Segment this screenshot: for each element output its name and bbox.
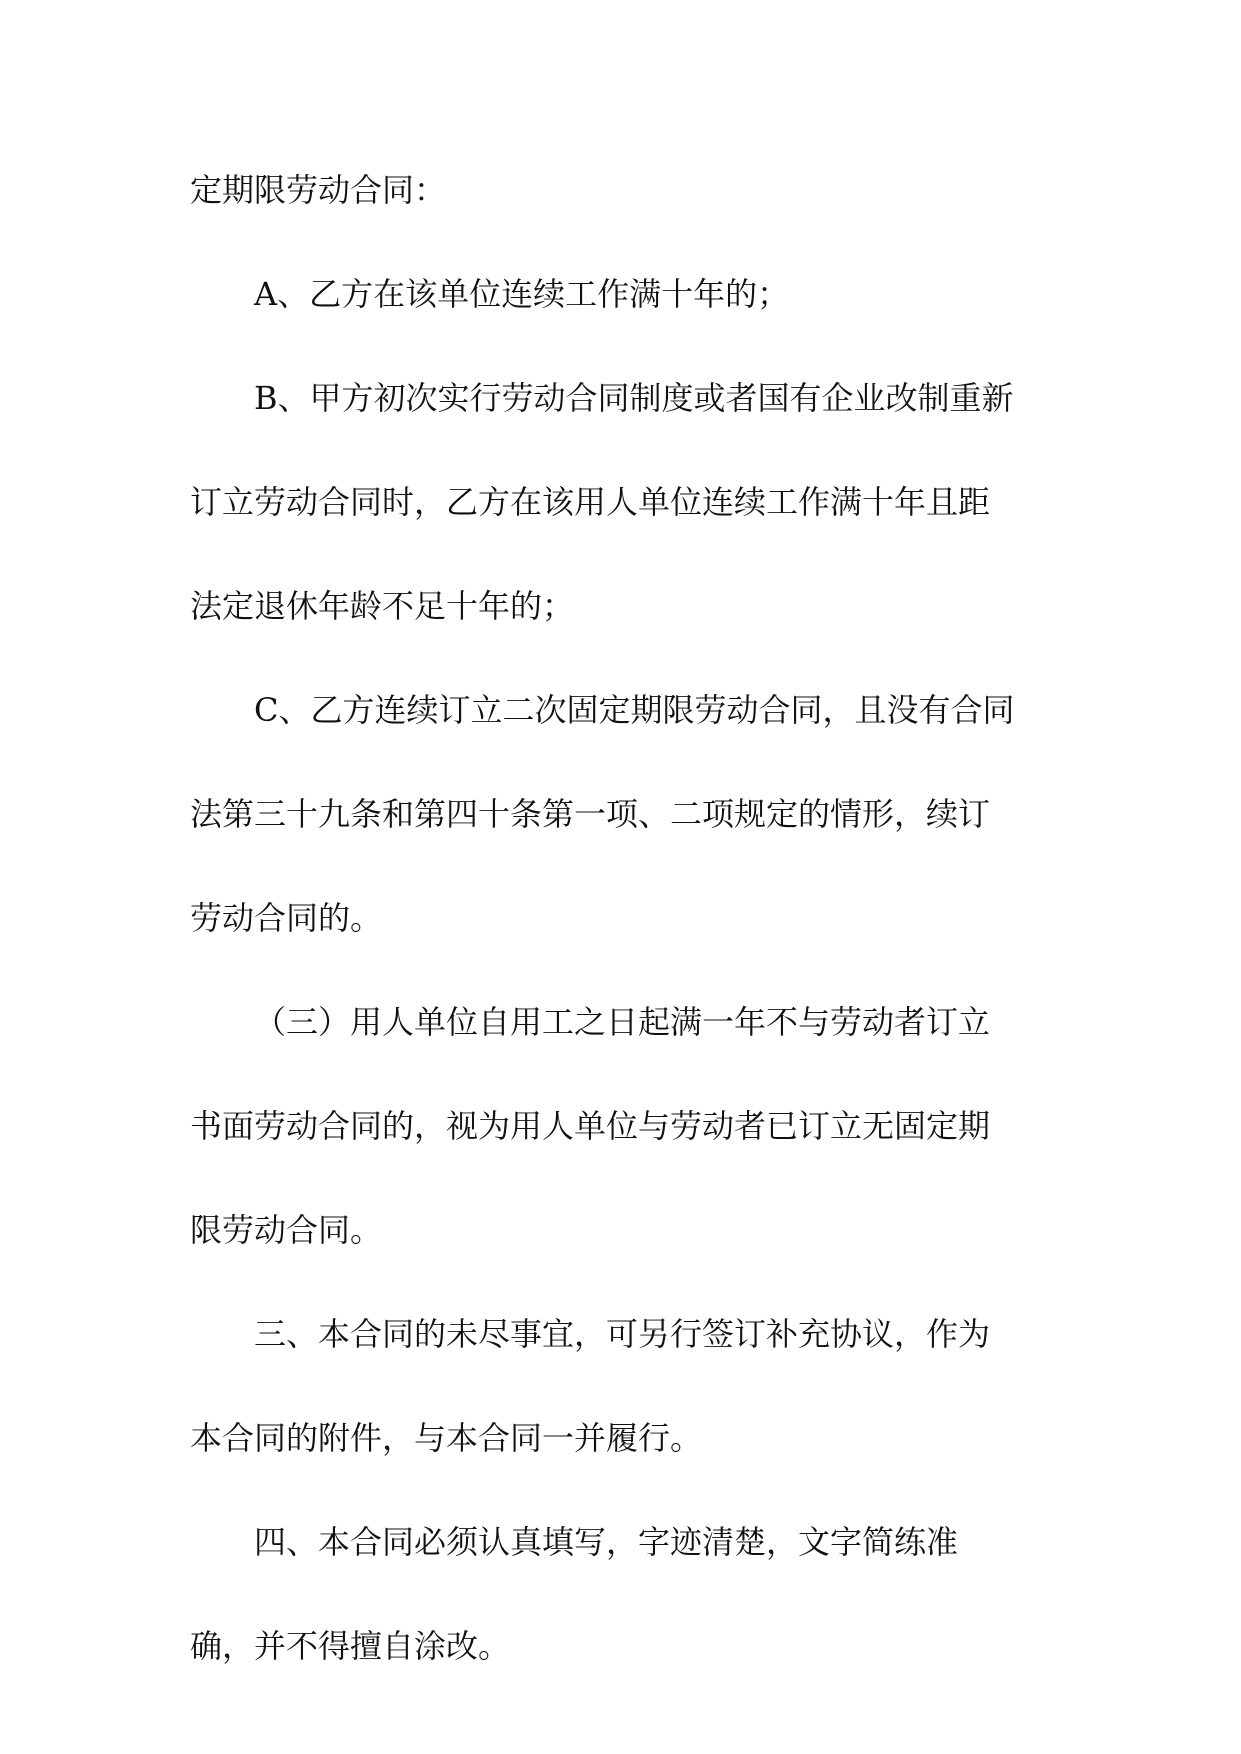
- text-line: 法第三十九条和第四十条第一项、二项规定的情形，续订: [190, 795, 991, 833]
- document-body: [190, 170, 1040, 1730]
- text-line: 法定退休年龄不足十年的；: [190, 587, 575, 625]
- text-line: 三、本合同的未尽事宜，可另行签订补充协议，作为: [254, 1315, 991, 1353]
- text-line: 劳动合同的。: [190, 899, 383, 937]
- text-line: 四、本合同必须认真填写，字迹清楚，文字简练准: [254, 1523, 959, 1561]
- text-line: 订立劳动合同时，乙方在该用人单位连续工作满十年且距: [190, 483, 991, 521]
- text-line: 定期限劳动合同：: [190, 171, 447, 209]
- text-line: B、甲方初次实行劳动合同制度或者国有企业改制重新: [254, 379, 1014, 417]
- text-line: 本合同的附件，与本合同一并履行。: [190, 1419, 703, 1457]
- text-line: C、乙方连续订立二次固定期限劳动合同，且没有合同: [254, 691, 1015, 729]
- text-line: A、乙方在该单位连续工作满十年的；: [254, 275, 790, 313]
- text-line: 限劳动合同。: [190, 1211, 383, 1249]
- text-line: 书面劳动合同的，视为用人单位与劳动者已订立无固定期: [190, 1107, 991, 1145]
- text-line: 确，并不得擅自涂改。: [190, 1627, 511, 1665]
- text-line: （三）用人单位自用工之日起满一年不与劳动者订立: [254, 1003, 991, 1041]
